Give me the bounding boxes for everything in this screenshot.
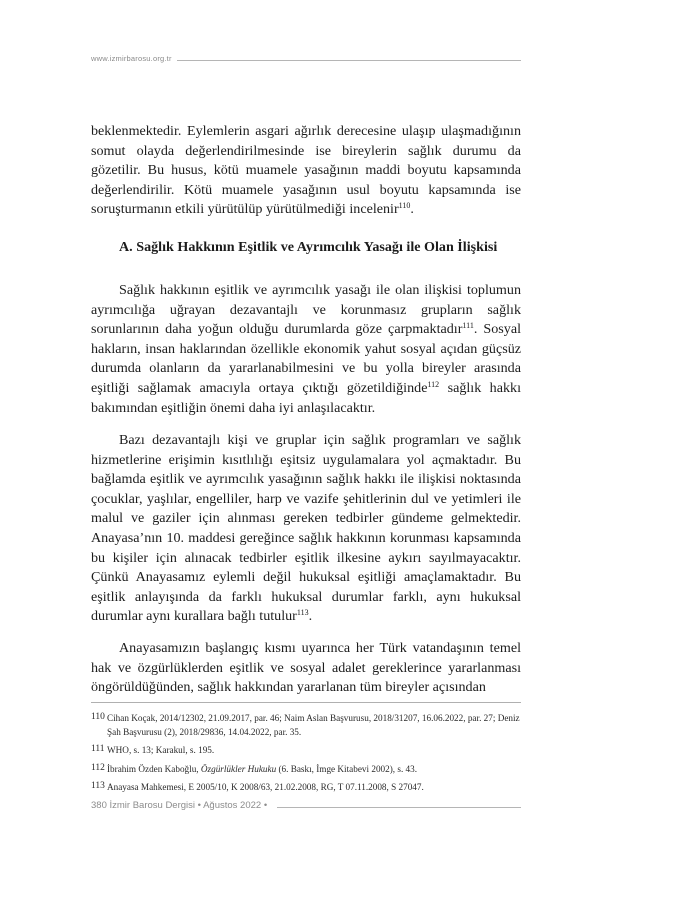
footnote-text: Cihan Koçak, 2014/12302, 21.09.2017, par. 46; Naim Aslan Başvurusu, 2018/31207, 16.06.2022, par. 27; Deniz Şah Başvurusu (2), 2018/29836, 14.04.2022, par. 35. (107, 713, 520, 737)
footnote-ref-113[interactable]: 113 (296, 608, 309, 618)
footnotes (91, 711, 521, 799)
footnote-ref-111[interactable]: 111 (462, 321, 474, 331)
page-header (91, 54, 521, 66)
footnote-book-title: Özgürlükler Hukuku (200, 763, 277, 774)
footnote-text-before: İbrahim Özden Kaboğlu, (107, 763, 201, 774)
footnote-110 (91, 711, 521, 739)
footnote-text-after: (6. Baskı, İmge Kitabevi 2002), s. 43. (276, 763, 418, 774)
footnote-number: 113 (91, 781, 105, 791)
paragraph-2-part-2: . Sosyal hakların, insan haklarından özellikle ekonomik yahut sosyal açıdan güçsüz durumda olanların da yararlanabilmesini ve bu yolla bireyler arasında eşitliği sağlamak amacıyla ortaya çıktığı gözetildiğinde (91, 321, 521, 396)
paragraph-2 (91, 281, 521, 418)
paragraph-3-text: Bazı dezavantajlı kişi ve gruplar için sağlık programları ve sağlık hizmetlerine erişimin kısıtlılığı eşitsiz uygulamalara yol açmaktadır. Bu bağlamda eşitlik ve ayrımcılık yasağının sağlık hakkı ile ilişkisi noktasında çocuklar, yaşlılar, engelliler, harp ve vazife şehitlerinin dul ve yetimleri ile malul ve gaziler için alınması gereken tedbirler gündeme gelmektedir. Anayasa’nın 10. maddesi gereğince sağlık hakkının korunması kapsamında bu kişiler için alınacak tedbirler eşitlik ilkesine aykırı sayılmayacaktır. Çünkü Anayasamız eylemli değil hukuksal eşitliği amaçlamaktadır. Bu eşitlik anlayışında da farklı hukuksal durumlar farklı, aynı hukuksal durumlar aynı kurallara bağlı tutulur (91, 432, 521, 625)
header-rule (177, 60, 521, 61)
footnote-separator (91, 697, 521, 709)
footer-rule (277, 807, 521, 808)
paragraph-3 (91, 431, 521, 627)
paragraph-1-end: . (410, 201, 414, 218)
paragraph-4-text: Anayasamızın başlangıç kısmı uyarınca her Türk vatandaşının temel hak ve özgürlüklerden eşitlik ve sosyal adalet gereklerince yararlanması öngörüldüğünden, sağlık hakkından yararlanan tüm bireyler açısından (91, 640, 521, 696)
paragraph-2-part-3: sağlık hakkı bakımından eşitliğin önemi daha iyi anlaşılacaktır. (91, 379, 521, 416)
footnote-text: Anayasa Mahkemesi, E 2005/10, K 2008/63, 21.02.2008, RG, T 07.11.2008, S 27047. (107, 782, 424, 792)
footnote-number: 111 (91, 744, 105, 754)
footnote-number: 110 (91, 712, 105, 722)
footnote-number: 112 (91, 762, 105, 773)
paragraph-2-part-1: Sağlık hakkının eşitlik ve ayrımcılık yasağı ile olan ilişkisi toplumun ayrımcılığa uğrayan dezavantajlı ve korunmasız grupların sağlık sorunlarının daha yoğun olduğu durumlarda göze çarpmaktadır (91, 282, 521, 338)
footnote-ref-110[interactable]: 110 (398, 201, 411, 211)
paragraph-1-text: beklenmektedir. Eylemlerin asgari ağırlık derecesine ulaşıp ulaşmadığının somut olayda değerlendirilmesinde ise bireylerin sağlık durumu da gözetilir. Bu husus, kötü muamele yasağının maddi boyutu kapsamında değerlendirilir. Kötü muamele yasağının usul boyutu kapsamında ise soruşturmanın etkili yürütülüp yürütülmediği incelenir (91, 123, 521, 218)
footnote-111 (91, 743, 521, 758)
page-footer (91, 800, 521, 814)
paragraph-4 (91, 639, 521, 698)
footer-text: 380 İzmir Barosu Dergisi • Ağustos 2022 • (91, 800, 268, 811)
footnote-rule (91, 702, 521, 703)
paragraph-1 (91, 122, 521, 220)
footnote-113 (91, 780, 521, 795)
paragraph-3-end: . (308, 608, 313, 625)
footnote-112 (91, 762, 521, 777)
footnote-ref-112[interactable]: 112 (427, 379, 440, 389)
header-url[interactable]: www.izmirbarosu.org.tr (91, 54, 172, 63)
footnote-text: WHO, s. 13; Karakul, s. 195. (107, 745, 215, 755)
section-heading: A. Sağlık Hakkının Eşitlik ve Ayrımcılık Yasağı ile Olan İlişkisi (119, 239, 498, 255)
